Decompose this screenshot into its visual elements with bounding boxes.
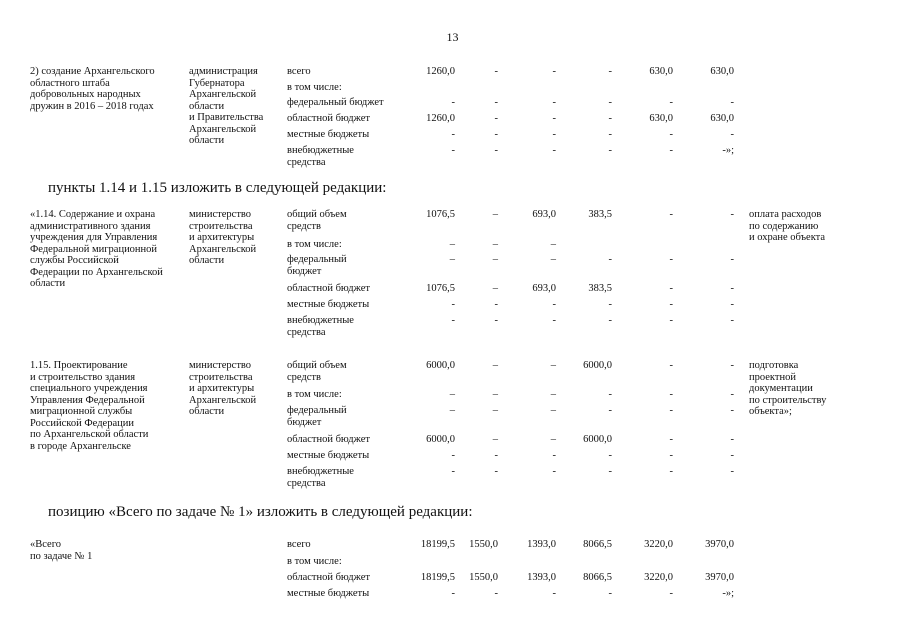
amount-cell: -: [608, 113, 612, 124]
amount-cell: -: [608, 450, 612, 461]
amount-cell: 630,0: [649, 113, 673, 124]
amount-cell: -: [730, 209, 734, 220]
amount-cell: -: [494, 315, 498, 326]
amount-cell: –: [550, 434, 556, 445]
amount-cell: –: [492, 405, 498, 416]
amount-cell: -: [669, 588, 673, 599]
amount-cell: 693,0: [532, 209, 556, 220]
section-heading: пункты 1.14 и 1.15 изложить в следующей редакции:: [48, 180, 387, 196]
amount-cell: -: [730, 129, 734, 140]
amount-cell: -: [730, 389, 734, 400]
amount-cell: –: [550, 360, 556, 371]
amount-cell: -: [451, 299, 455, 310]
amount-cell: -: [669, 360, 673, 371]
amount-cell: –: [492, 254, 498, 265]
amount-cell: -: [451, 145, 455, 156]
budget-source-label: местные бюджеты: [287, 588, 370, 599]
amount-cell: 630,0: [710, 66, 734, 77]
amount-cell: -: [494, 466, 498, 477]
budget-source-label: федеральный бюджет: [287, 254, 347, 277]
amount-cell: -: [451, 450, 455, 461]
budget-source-label: в том числе:: [287, 82, 342, 93]
budget-source-label: общий объем средств: [287, 209, 347, 232]
budget-source-label: всего: [287, 66, 311, 77]
amount-cell: -: [552, 113, 556, 124]
budget-source-label: в том числе:: [287, 239, 342, 250]
budget-source-label: федеральный бюджет: [287, 405, 347, 428]
amount-cell: -: [608, 66, 612, 77]
amount-cell: -: [608, 145, 612, 156]
amount-cell: -: [494, 145, 498, 156]
result-text: оплата расходов по содержанию и охране объекта: [749, 209, 826, 243]
amount-cell: –: [492, 209, 498, 220]
section-heading: позицию «Всего по задаче № 1» изложить в следующей редакции:: [48, 504, 473, 520]
amount-cell: 6000,0: [583, 434, 612, 445]
amount-cell: -: [730, 283, 734, 294]
amount-cell: -: [608, 466, 612, 477]
amount-cell: -: [669, 466, 673, 477]
amount-cell: 630,0: [649, 66, 673, 77]
budget-source-label: местные бюджеты: [287, 450, 370, 461]
amount-cell: –: [550, 405, 556, 416]
amount-cell: 1550,0: [469, 572, 498, 583]
amount-cell: -: [552, 66, 556, 77]
budget-source-label: в том числе:: [287, 556, 342, 567]
amount-cell: -: [608, 97, 612, 108]
amount-cell: –: [449, 405, 455, 416]
budget-source-label: внебюджетные средства: [287, 315, 354, 338]
amount-cell: -: [669, 389, 673, 400]
budget-source-label: внебюджетные средства: [287, 466, 354, 489]
amount-cell: -: [669, 97, 673, 108]
amount-cell: 6000,0: [426, 434, 455, 445]
budget-source-label: внебюджетные средства: [287, 145, 354, 168]
amount-cell: -: [669, 450, 673, 461]
page-number: 13: [446, 30, 459, 44]
amount-cell: -: [669, 129, 673, 140]
amount-cell: -: [730, 360, 734, 371]
amount-cell: -: [494, 66, 498, 77]
amount-cell: -: [552, 450, 556, 461]
amount-cell: –: [449, 389, 455, 400]
executor-text: администрация Губернатора Архангельской области и Правительства Архангельской области: [189, 66, 264, 146]
amount-cell: -: [608, 129, 612, 140]
amount-cell: 3220,0: [644, 539, 673, 550]
amount-cell: -: [608, 315, 612, 326]
amount-cell: 18199,5: [420, 539, 455, 550]
budget-source-label: областной бюджет: [287, 283, 370, 294]
budget-source-label: областной бюджет: [287, 572, 370, 583]
budget-source-label: областной бюджет: [287, 434, 370, 445]
amount-cell: -: [730, 315, 734, 326]
amount-cell: -: [451, 588, 455, 599]
amount-cell: –: [492, 360, 498, 371]
budget-source-label: местные бюджеты: [287, 129, 370, 140]
amount-cell: 693,0: [532, 283, 556, 294]
amount-cell: –: [550, 239, 556, 250]
amount-cell: -: [494, 97, 498, 108]
amount-cell: –: [550, 254, 556, 265]
amount-cell: 8066,5: [583, 539, 612, 550]
budget-source-label: общий объем средств: [287, 360, 347, 383]
amount-cell: -: [730, 254, 734, 265]
amount-cell: -: [669, 315, 673, 326]
measure-text: «1.14. Содержание и охрана административного здания учреждения для Управления Федеральной миграционной службы Российской Федерации по Архангельской области: [30, 209, 163, 289]
budget-source-label: областной бюджет: [287, 113, 370, 124]
budget-source-label: в том числе:: [287, 389, 342, 400]
amount-cell: -: [669, 405, 673, 416]
amount-cell: –: [449, 254, 455, 265]
amount-cell: 1076,5: [426, 283, 455, 294]
amount-cell: -: [494, 588, 498, 599]
amount-cell: -: [552, 315, 556, 326]
amount-cell: 3970,0: [705, 539, 734, 550]
amount-cell: -: [552, 145, 556, 156]
budget-source-label: федеральный бюджет: [287, 97, 384, 108]
amount-cell: -: [451, 315, 455, 326]
amount-cell: -»;: [722, 145, 734, 156]
amount-cell: 8066,5: [583, 572, 612, 583]
amount-cell: –: [492, 239, 498, 250]
amount-cell: 630,0: [710, 113, 734, 124]
budget-source-label: местные бюджеты: [287, 299, 370, 310]
amount-cell: –: [550, 389, 556, 400]
amount-cell: -: [494, 450, 498, 461]
amount-cell: 383,5: [588, 283, 612, 294]
amount-cell: -: [608, 405, 612, 416]
amount-cell: -: [552, 588, 556, 599]
amount-cell: -: [730, 466, 734, 477]
amount-cell: 6000,0: [583, 360, 612, 371]
amount-cell: –: [449, 239, 455, 250]
amount-cell: –: [492, 434, 498, 445]
amount-cell: -: [669, 434, 673, 445]
budget-source-label: всего: [287, 539, 311, 550]
amount-cell: 3970,0: [705, 572, 734, 583]
amount-cell: -: [494, 299, 498, 310]
amount-cell: -: [730, 450, 734, 461]
amount-cell: 1260,0: [426, 66, 455, 77]
amount-cell: -: [608, 389, 612, 400]
amount-cell: 1393,0: [527, 572, 556, 583]
amount-cell: -: [552, 97, 556, 108]
amount-cell: -: [669, 283, 673, 294]
amount-cell: 1393,0: [527, 539, 556, 550]
amount-cell: -: [494, 113, 498, 124]
amount-cell: 18199,5: [420, 572, 455, 583]
amount-cell: -: [552, 299, 556, 310]
amount-cell: -: [451, 466, 455, 477]
amount-cell: -: [494, 129, 498, 140]
amount-cell: -: [608, 588, 612, 599]
amount-cell: -: [730, 405, 734, 416]
amount-cell: -: [730, 97, 734, 108]
amount-cell: 1260,0: [426, 113, 455, 124]
executor-text: министерство строительства и архитектуры Архангельской области: [189, 209, 257, 266]
amount-cell: -: [608, 254, 612, 265]
amount-cell: 1550,0: [469, 539, 498, 550]
amount-cell: -: [669, 254, 673, 265]
amount-cell: -: [730, 434, 734, 445]
amount-cell: -: [552, 466, 556, 477]
amount-cell: -: [669, 145, 673, 156]
measure-text: 1.15. Проектирование и строительство здания специального учреждения Управления Федеральной миграционной службы Российской Федерации по Архангельской области в городе Архангельске: [30, 360, 149, 452]
amount-cell: -: [730, 299, 734, 310]
amount-cell: 6000,0: [426, 360, 455, 371]
amount-cell: 1076,5: [426, 209, 455, 220]
amount-cell: -: [669, 299, 673, 310]
amount-cell: 3220,0: [644, 572, 673, 583]
measure-text: 2) создание Архангельского областного штаба добровольных народных дружин в 2016 – 2018 годах: [30, 66, 155, 112]
measure-text: «Всего по задаче № 1: [30, 539, 93, 562]
executor-text: министерство строительства и архитектуры Архангельской области: [189, 360, 257, 417]
amount-cell: -: [451, 97, 455, 108]
amount-cell: 383,5: [588, 209, 612, 220]
result-text: подготовка проектной документации по строительству объекта»;: [749, 360, 827, 417]
amount-cell: -: [669, 209, 673, 220]
amount-cell: -: [608, 299, 612, 310]
amount-cell: -: [552, 129, 556, 140]
amount-cell: -: [451, 129, 455, 140]
amount-cell: –: [492, 283, 498, 294]
amount-cell: –: [492, 389, 498, 400]
amount-cell: -»;: [722, 588, 734, 599]
